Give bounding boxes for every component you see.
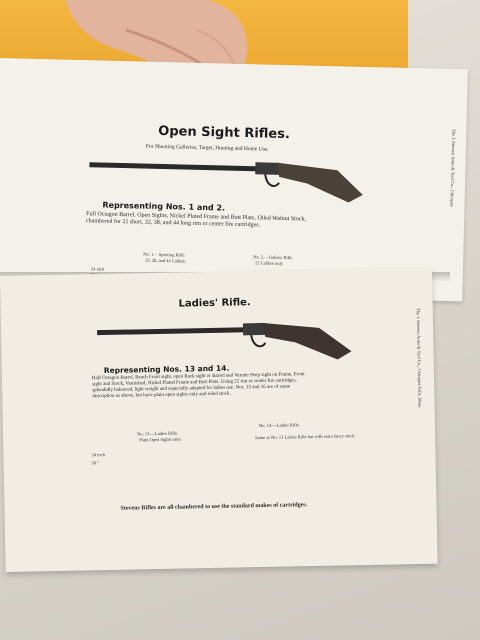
- page-title: Ladies' Rifle.: [178, 297, 251, 310]
- price-row: 24 inch: [91, 452, 105, 458]
- rifle-illustration: [95, 313, 356, 366]
- col1-heading: No. 1.—Sporting Rifle: [143, 251, 185, 258]
- page-subtitle: For Shooting Galleries, Target, Hunting and Home Use.: [145, 143, 269, 153]
- col1-subheading: Plain Open Sights only.: [139, 436, 182, 443]
- col2-subheading: 22 Calibre only: [255, 260, 284, 266]
- col2-heading: No. 2.—Gallery Rifle: [253, 254, 293, 261]
- col1-heading: No. 13.—Ladies Rifle.: [137, 430, 179, 437]
- page-title: Open Sight Rifles.: [158, 123, 291, 143]
- catalog-page-top: [0, 58, 468, 301]
- page-spine-text: The J. Stevens Arms & Tool Co., Chicopee: [449, 129, 457, 207]
- rifle-heading: Representing Nos. 1 and 2.: [102, 200, 226, 213]
- page-spine-text: The J. Stevens Arms & Tool Co., Chicopee Falls, Mass.: [415, 307, 423, 409]
- col1-subheading: 32, 38, and 44 Calibre.: [145, 257, 187, 264]
- price-row: 24 inch: [90, 266, 105, 272]
- rifle-heading: Representing Nos. 13 and 14.: [103, 363, 230, 376]
- page-footer: Stevens Rifles are all chambered to use the standard makes of cartridges.: [120, 502, 308, 512]
- catalog-page-bottom: [0, 268, 438, 572]
- price-row: 26 “: [91, 460, 100, 466]
- rifle-description: Half Octagon Barrel, Beach Front sight, open Rack sight or Barrel and Vernier Peep sight on Frame, Front sight and Stock, Varnished, Nickel Plated Frame and Butt Plate. Using 22 rim or center fire cartridges, splendidly balanced, light weight and especially adapted for ladies use. Nos. 15 and 16 are of same description as above, but have plain open sights only and oiled stock.: [91, 372, 305, 400]
- rifle-description: Full Octagon Barrel, Open Sights, Nickel Plated Frame and Butt Plate, Oiled Walnut Stock, chambered for 21 short, 32, 38, and 44 long rim or center fire cartridges.: [85, 211, 307, 229]
- rifle-illustration: [87, 148, 368, 205]
- col2-subheading: Same as No. 13 Ladies Rifle but with extra fancy stock.: [255, 433, 356, 441]
- col2-heading: No. 14.—Ladies Rifle.: [258, 422, 301, 429]
